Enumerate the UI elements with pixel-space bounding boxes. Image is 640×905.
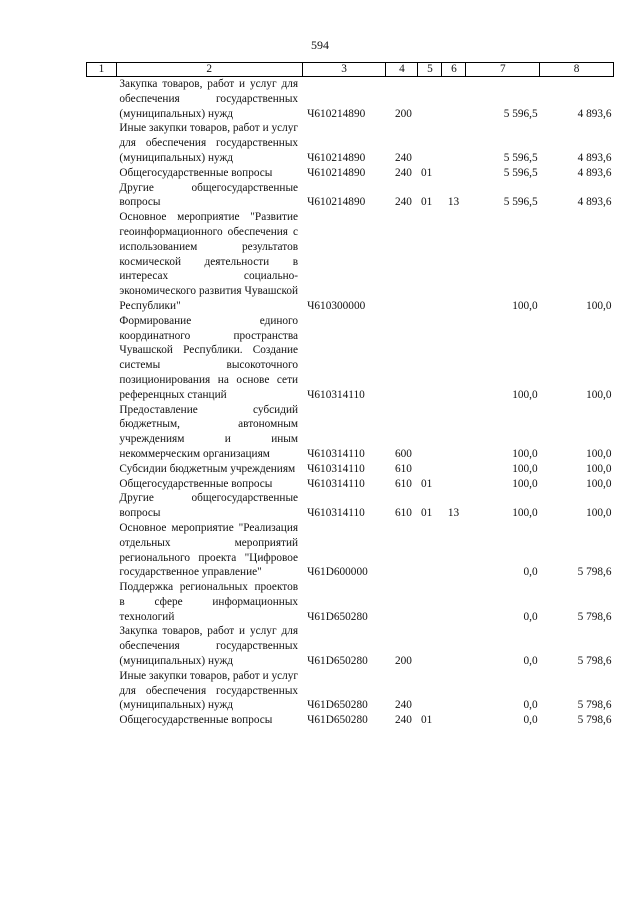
empty-cell bbox=[87, 580, 117, 624]
section bbox=[418, 462, 442, 477]
target-code: Ч61D650280 bbox=[307, 655, 368, 668]
table-row bbox=[87, 210, 614, 314]
column-header: 1 bbox=[87, 63, 117, 77]
amount-year-2: 100,0 bbox=[586, 299, 612, 312]
empty-cell bbox=[87, 491, 117, 521]
table-body bbox=[87, 77, 614, 729]
amount-year-1: 0,0 bbox=[523, 566, 538, 579]
amount-year-2: 5 798,6 bbox=[577, 655, 612, 668]
section bbox=[418, 121, 442, 165]
expense-type bbox=[386, 580, 418, 624]
empty-cell bbox=[87, 77, 117, 122]
item-name: Поддержка региональных проектов в сфере информационных технологий bbox=[119, 581, 299, 623]
item-name: Закупка товаров, работ и услуг для обеспечения государственных (муниципальных) нужд bbox=[119, 625, 299, 668]
expense-type: 610 bbox=[394, 477, 412, 490]
subsection bbox=[442, 713, 466, 728]
table-row bbox=[87, 166, 614, 181]
table-row bbox=[87, 580, 614, 624]
expense-type: 200 bbox=[394, 655, 412, 668]
item-name: Общегосударственные вопросы bbox=[119, 166, 273, 179]
expense-type: 240 bbox=[394, 151, 412, 164]
empty-cell bbox=[87, 210, 117, 314]
column-header: 6 bbox=[442, 63, 466, 77]
amount-year-1: 5 596,5 bbox=[503, 166, 538, 179]
item-name: Предоставление субсидий бюджетным, автономным учреждениям и иным некоммерческим организациям bbox=[119, 403, 299, 460]
empty-cell bbox=[87, 462, 117, 477]
amount-year-2: 4 893,6 bbox=[577, 166, 612, 179]
subsection bbox=[442, 669, 466, 713]
table-row bbox=[87, 181, 614, 211]
target-code: Ч610314110 bbox=[307, 447, 365, 460]
subsection: 13 bbox=[447, 196, 460, 209]
item-name: Иные закупки товаров, работ и услуг для обеспечения государственных (муниципальных) нужд bbox=[119, 122, 299, 164]
target-code: Ч61D650280 bbox=[307, 699, 368, 712]
target-code: Ч610214890 bbox=[307, 196, 366, 209]
expense-type: 240 bbox=[394, 699, 412, 712]
table-row bbox=[87, 403, 614, 462]
section: 01 bbox=[420, 166, 433, 179]
target-code: Ч61D600000 bbox=[307, 566, 368, 579]
table-row bbox=[87, 521, 614, 580]
amount-year-2: 5 798,6 bbox=[577, 699, 612, 712]
expense-type: 200 bbox=[394, 107, 412, 120]
item-name: Другие общегосударственные вопросы bbox=[119, 492, 299, 520]
column-header: 8 bbox=[540, 63, 614, 77]
subsection bbox=[442, 77, 466, 122]
item-name: Субсидии бюджетным учреждениям bbox=[119, 462, 296, 475]
amount-year-1: 5 596,5 bbox=[503, 151, 538, 164]
expense-type bbox=[386, 210, 418, 314]
amount-year-2: 100,0 bbox=[586, 447, 612, 460]
expense-type bbox=[386, 521, 418, 580]
expense-type: 610 bbox=[394, 462, 412, 475]
section bbox=[418, 403, 442, 462]
amount-year-1: 100,0 bbox=[512, 447, 538, 460]
target-code: Ч610214890 bbox=[307, 107, 366, 120]
item-name: Иные закупки товаров, работ и услуг для обеспечения государственных (муниципальных) нужд bbox=[119, 669, 299, 712]
amount-year-1: 100,0 bbox=[512, 299, 538, 312]
amount-year-2: 100,0 bbox=[586, 388, 612, 401]
subsection bbox=[442, 521, 466, 580]
subsection: 13 bbox=[447, 507, 460, 520]
amount-year-1: 0,0 bbox=[523, 714, 538, 727]
target-code: Ч610314110 bbox=[307, 477, 365, 490]
column-header: 3 bbox=[302, 63, 386, 77]
item-name: Общегосударственные вопросы bbox=[119, 714, 273, 727]
section: 01 bbox=[420, 477, 433, 490]
table-row bbox=[87, 491, 614, 521]
item-name: Основное мероприятие "Реализация отдельных мероприятий регионального проекта "Цифровое государственное управление" bbox=[119, 521, 299, 579]
page-number: 594 bbox=[311, 38, 329, 52]
empty-cell bbox=[87, 521, 117, 580]
expense-type bbox=[386, 314, 418, 403]
table-row bbox=[87, 669, 614, 713]
amount-year-2: 5 798,6 bbox=[577, 610, 612, 623]
target-code: Ч610214890 bbox=[307, 151, 366, 164]
empty-cell bbox=[87, 121, 117, 165]
section bbox=[418, 669, 442, 713]
table-row bbox=[87, 477, 614, 492]
target-code: Ч610314110 bbox=[307, 507, 365, 520]
table-row bbox=[87, 624, 614, 668]
item-name: Основное мероприятие "Развитие геоинформационного обеспечения с использованием результатов космической деятельности в интересах социально-экономического развития Чувашской Республики" bbox=[119, 211, 299, 312]
subsection bbox=[442, 314, 466, 403]
amount-year-2: 100,0 bbox=[586, 477, 612, 490]
empty-cell bbox=[87, 314, 117, 403]
section: 01 bbox=[420, 714, 433, 727]
target-code: Ч610314110 bbox=[307, 388, 365, 401]
item-name: Общегосударственные вопросы bbox=[119, 477, 273, 490]
column-header: 2 bbox=[116, 63, 302, 77]
empty-cell bbox=[87, 181, 117, 211]
table-row bbox=[87, 77, 614, 122]
column-header: 4 bbox=[386, 63, 418, 77]
amount-year-2: 5 798,6 bbox=[577, 566, 612, 579]
amount-year-2: 4 893,6 bbox=[577, 107, 612, 120]
empty-cell bbox=[87, 166, 117, 181]
empty-cell bbox=[87, 713, 117, 728]
subsection bbox=[442, 210, 466, 314]
amount-year-1: 5 596,5 bbox=[503, 107, 538, 120]
subsection bbox=[442, 403, 466, 462]
section bbox=[418, 210, 442, 314]
table-row bbox=[87, 462, 614, 477]
subsection bbox=[442, 477, 466, 492]
item-name: Формирование единого координатного пространства Чувашской Республики. Создание системы высокоточного позиционирования на основе сети референцных станций bbox=[119, 314, 299, 401]
empty-cell bbox=[87, 403, 117, 462]
target-code: Ч610214890 bbox=[307, 166, 366, 179]
amount-year-1: 100,0 bbox=[512, 462, 538, 475]
column-header: 5 bbox=[418, 63, 442, 77]
amount-year-1: 0,0 bbox=[523, 699, 538, 712]
expense-type: 610 bbox=[394, 507, 412, 520]
target-code: Ч61D650280 bbox=[307, 714, 368, 727]
column-header: 7 bbox=[466, 63, 540, 77]
subsection bbox=[442, 121, 466, 165]
amount-year-1: 0,0 bbox=[523, 655, 538, 668]
expense-type: 240 bbox=[394, 714, 412, 727]
expense-type: 600 bbox=[394, 447, 412, 460]
amount-year-1: 5 596,5 bbox=[503, 196, 538, 209]
amount-year-1: 0,0 bbox=[523, 610, 538, 623]
table-row bbox=[87, 314, 614, 403]
amount-year-1: 100,0 bbox=[512, 388, 538, 401]
table-header bbox=[87, 63, 614, 77]
section bbox=[418, 314, 442, 403]
subsection bbox=[442, 580, 466, 624]
amount-year-2: 4 893,6 bbox=[577, 196, 612, 209]
section bbox=[418, 521, 442, 580]
table-row bbox=[87, 713, 614, 728]
empty-cell bbox=[87, 477, 117, 492]
amount-year-2: 100,0 bbox=[586, 507, 612, 520]
amount-year-1: 100,0 bbox=[512, 477, 538, 490]
section: 01 bbox=[420, 196, 433, 209]
section bbox=[418, 580, 442, 624]
section bbox=[418, 77, 442, 122]
amount-year-2: 100,0 bbox=[586, 462, 612, 475]
empty-cell bbox=[87, 624, 117, 668]
subsection bbox=[442, 462, 466, 477]
empty-cell bbox=[87, 669, 117, 713]
expense-type: 240 bbox=[394, 196, 412, 209]
target-code: Ч610300000 bbox=[307, 299, 366, 312]
expense-type: 240 bbox=[394, 166, 412, 179]
target-code: Ч610314110 bbox=[307, 462, 365, 475]
subsection bbox=[442, 166, 466, 181]
table-row bbox=[87, 121, 614, 165]
section bbox=[418, 624, 442, 668]
target-code: Ч61D650280 bbox=[307, 610, 368, 623]
amount-year-1: 100,0 bbox=[512, 507, 538, 520]
amount-year-2: 4 893,6 bbox=[577, 151, 612, 164]
amount-year-2: 5 798,6 bbox=[577, 714, 612, 727]
header-row bbox=[87, 63, 614, 77]
subsection bbox=[442, 624, 466, 668]
section: 01 bbox=[420, 507, 433, 520]
item-name: Другие общегосударственные вопросы bbox=[119, 181, 299, 209]
budget-table bbox=[86, 62, 614, 728]
item-name: Закупка товаров, работ и услуг для обеспечения государственных (муниципальных) нужд bbox=[119, 78, 299, 120]
